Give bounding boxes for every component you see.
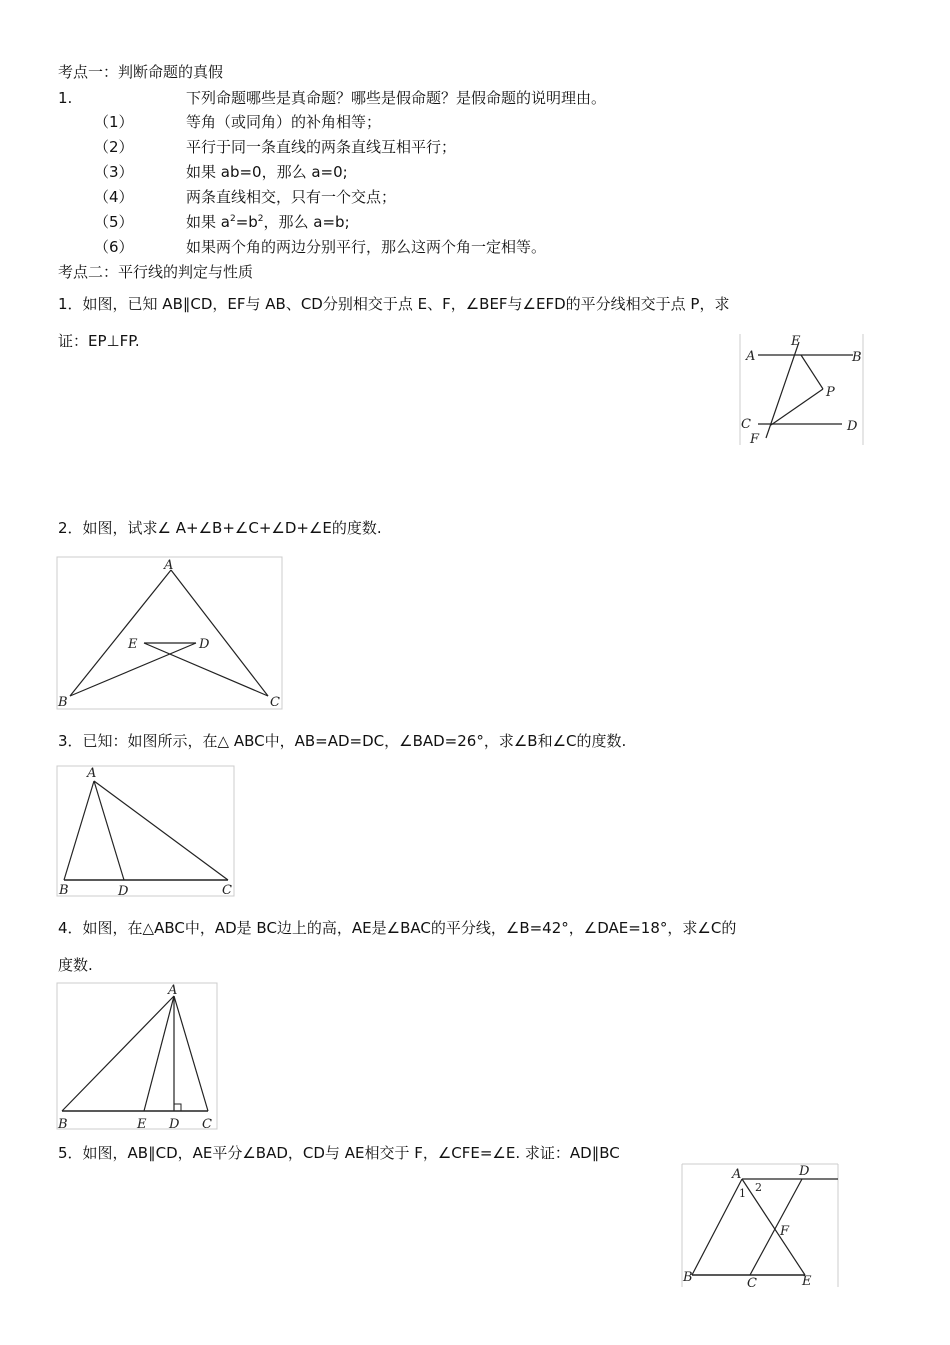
label-E: E (802, 1274, 812, 1289)
label-A: A (87, 766, 97, 781)
section2-heading: 考点二：平行线的判定与性质 (58, 263, 254, 281)
section1-heading: 考点一：判断命题的真假 (58, 63, 224, 81)
figure-5 (680, 1162, 842, 1290)
label-B: B (852, 350, 862, 365)
label-B: B (58, 1117, 68, 1132)
label-C: C (741, 417, 751, 432)
item-number: （5） (94, 213, 134, 231)
label-F: F (780, 1224, 790, 1239)
label-D: D (118, 884, 129, 898)
item-text: 两条直线相交，只有一个交点； (186, 188, 397, 206)
problem-3: 3．已知：如图所示，在△ ABC中，AB=AD=DC，∠BAD=26°，求∠B和∠C的度数. (58, 732, 627, 750)
label-A: A (732, 1167, 742, 1182)
label-P: P (826, 385, 835, 400)
item-text: 平行于同一条直线的两条直线互相平行； (186, 138, 457, 156)
label-C: C (222, 883, 232, 898)
figure-1 (738, 332, 868, 448)
label-C: C (747, 1276, 757, 1290)
problem-1-line2: 证：EP⊥FP. (58, 332, 140, 350)
item-number: （1） (94, 113, 134, 131)
item-number: （2） (94, 138, 134, 156)
question-text: 下列命题哪些是真命题？哪些是假命题？是假命题的说明理由。 (186, 89, 607, 107)
label-C: C (202, 1117, 212, 1132)
label-B: B (58, 695, 68, 710)
item-text: 如果 ab=0，那么 a=0; (186, 163, 348, 181)
item-text: 如果 $a^2=b^2$，那么 a=b; (186, 213, 350, 231)
question-number: 1. (58, 89, 73, 107)
label-E: E (137, 1117, 147, 1132)
label-D: D (199, 637, 210, 652)
problem-4-line2: 度数. (58, 956, 93, 974)
label-D: D (169, 1117, 180, 1132)
label-B: B (59, 883, 69, 898)
item-text: 如果两个角的两边分别平行，那么这两个角一定相等。 (186, 238, 547, 256)
problem-4-line1: 4．如图，在△ABC中，AD是 BC边上的高，AE是∠BAC的平分线，∠B=42°，∠DAE=18°，求∠C的 (58, 919, 737, 937)
figure-3 (56, 765, 236, 898)
item-text: 等角（或同角）的补角相等； (186, 113, 382, 131)
label-E: E (791, 334, 801, 349)
angle-2-label: 2 (755, 1181, 762, 1194)
figure-4 (56, 982, 219, 1132)
item-number: （6） (94, 238, 134, 256)
label-F: F (750, 432, 760, 447)
label-D: D (799, 1164, 810, 1179)
label-C: C (270, 695, 280, 710)
label-B: B (683, 1270, 693, 1285)
label-A: A (746, 349, 756, 364)
figure-2 (56, 556, 284, 711)
label-A: A (168, 983, 178, 998)
problem-5: 5．如图，AB∥CD，AE平分∠BAD，CD与 AE相交于 F，∠CFE=∠E. 求证：AD∥BC (58, 1144, 620, 1162)
label-A: A (164, 558, 174, 573)
label-D: D (847, 419, 858, 434)
item-number: （4） (94, 188, 134, 206)
problem-1-line1: 1．如图，已知 AB∥CD，EF与 AB、CD分别相交于点 E、F，∠BEF与∠EFD的平分线相交于点 P，求 (58, 295, 730, 313)
label-E: E (128, 637, 138, 652)
problem-2: 2．如图，试求∠ A+∠B+∠C+∠D+∠E的度数. (58, 519, 382, 537)
item-number: （3） (94, 163, 134, 181)
angle-1-label: 1 (739, 1187, 746, 1200)
